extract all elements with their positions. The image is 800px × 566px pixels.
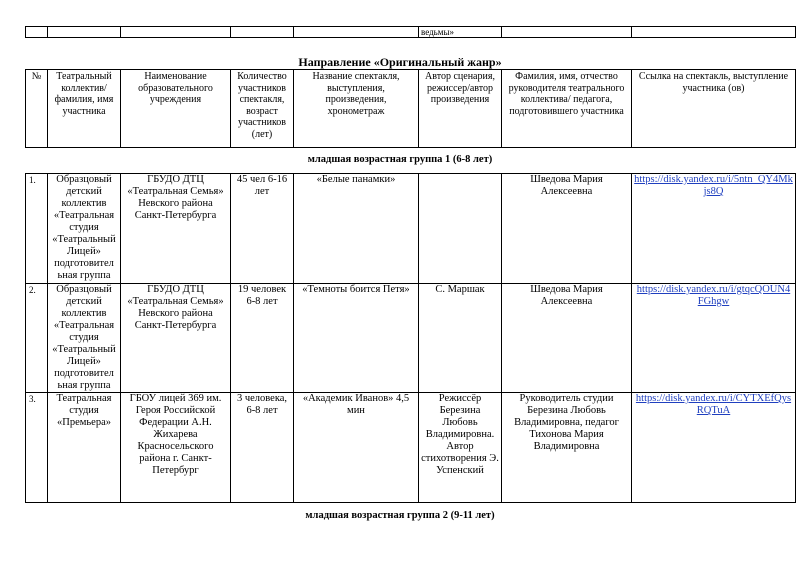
row-author: Режиссёр Березина Любовь Владимировна. Автор стихотворения Э. Успенский [419,393,502,503]
row-title: «Академик Иванов» 4,5 мин [294,393,419,503]
header-collective: Театральный коллектив/ фамилия, имя участника [48,70,121,148]
row-author: С. Маршак [419,284,502,393]
row-collective: Образцовый детский коллектив «Театральная студия «Театральный Лицей» подготовител ьная группа [48,174,121,284]
table-row [26,174,796,284]
row-count: 19 человек 6-8 лет [231,284,294,393]
section-title: Направление «Оригинальный жанр» [298,55,502,69]
row-teacher: Руководитель студии Березина Любовь Владимировна, педагог Тихонова Мария Владимировна [502,393,632,503]
row-link[interactable]: https://disk.yandex.ru/i/5ntn_QY4Mkjs8Q [634,174,793,197]
row-teacher: Шведова Мария Алексеевна [502,174,632,284]
header-institution: Наименование образовательного учреждения [121,70,231,148]
header-teacher: Фамилия, имя, отчество руководителя театрального коллектива/ педагога, подготовившего участника [502,70,632,148]
header-num: № [26,70,48,148]
header-table [25,69,796,148]
row-institution: ГБОУ лицей 369 им. Героя Российской Федерации А.Н. Жихарева Красносельского района г. Санкт-Петербург [121,393,231,503]
row-author [419,174,502,284]
top-row-cell: ведьмы» [419,27,502,38]
row-count: 45 чел 6-16 лет [231,174,294,284]
row-count: 3 человека, 6-8 лет [231,393,294,503]
header-count: Количество участников спектакля, возраст участников (лет) [231,70,294,148]
row-collective: Театральная студия «Премьера» [48,393,121,503]
header-link: Ссылка на спектакль, выступление участника (ов) [632,70,796,148]
table-row [26,393,796,503]
row-num: 2. [26,284,48,393]
row-institution: ГБУДО ДТЦ «Театральная Семья» Невского района Санкт-Петербурга [121,284,231,393]
row-teacher: Шведова Мария Алексеевна [502,284,632,393]
top-table-fragment [25,26,796,38]
row-num: 3. [26,393,48,503]
table-row [26,284,796,393]
header-title: Название спектакля, выступления, произведения, хронометраж [294,70,419,148]
row-institution: ГБУДО ДТЦ «Театральная Семья» Невского района Санкт-Петербурга [121,174,231,284]
entries-table [25,173,796,503]
row-title: «Белые панамки» [294,174,419,284]
row-title: «Темноты боится Петя» [294,284,419,393]
row-num: 1. [26,174,48,284]
row-link[interactable]: https://disk.yandex.ru/i/CYTXEfQysRQTuA [635,393,792,416]
header-author: Автор сценария, режиссер/автор произведения [419,70,502,148]
group2-title: младшая возрастная группа 2 (9-11 лет) [305,510,495,521]
row-collective: Образцовый детский коллектив «Театральная студия «Театральный Лицей» подготовител ьная группа [48,284,121,393]
row-link[interactable]: https://disk.yandex.ru/i/gtqcQOUN4FGhgw [636,284,791,307]
group1-title: младшая возрастная группа 1 (6-8 лет) [307,154,493,165]
